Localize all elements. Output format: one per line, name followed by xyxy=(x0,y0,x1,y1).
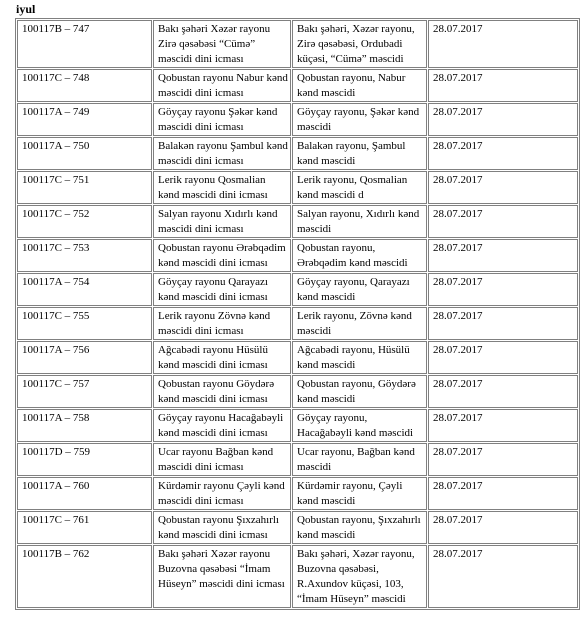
registration-code-cell: 100117C – 757 xyxy=(17,375,152,408)
community-name-cell: Göyçay rayonu Qarayazı kənd məscidi dini icması xyxy=(153,273,291,306)
registration-code-cell: 100117A – 749 xyxy=(17,103,152,136)
address-cell: Qobustan rayonu, Göydərə kənd məscidi xyxy=(292,375,427,408)
community-name-cell: Bakı şəhəri Xəzər rayonu Zirə qəsəbəsi “Cümə” məscidi dini icması xyxy=(153,20,291,68)
community-name-cell: Balakən rayonu Şambul kənd məscidi dini icması xyxy=(153,137,291,170)
registration-date-cell: 28.07.2017 xyxy=(428,307,578,340)
registration-code-cell: 100117A – 756 xyxy=(17,341,152,374)
registration-date-cell: 28.07.2017 xyxy=(428,443,578,476)
registration-date-cell: 28.07.2017 xyxy=(428,341,578,374)
month-heading: iyul xyxy=(16,2,36,16)
address-cell: Lerik rayonu, Qosmalian kənd məscidi d xyxy=(292,171,427,204)
address-cell: Göyçay rayonu, Hacağabəyli kənd məscidi xyxy=(292,409,427,442)
registration-date-cell: 28.07.2017 xyxy=(428,20,578,68)
registration-code-cell: 100117A – 754 xyxy=(17,273,152,306)
registration-date-cell: 28.07.2017 xyxy=(428,69,578,102)
community-name-cell: Göyçay rayonu Hacağabəyli kənd məscidi dini icması xyxy=(153,409,291,442)
registration-code-cell: 100117A – 760 xyxy=(17,477,152,510)
address-cell: Lerik rayonu, Zövnə kənd məscidi xyxy=(292,307,427,340)
registration-code-cell: 100117C – 752 xyxy=(17,205,152,238)
table-row xyxy=(17,171,578,204)
community-name-cell: Lerik rayonu Zövnə kənd məscidi dini icması xyxy=(153,307,291,340)
registration-code-cell: 100117C – 748 xyxy=(17,69,152,102)
registration-date-cell: 28.07.2017 xyxy=(428,103,578,136)
address-cell: Kürdəmir rayonu, Çəyli kənd məscidi xyxy=(292,477,427,510)
table-row xyxy=(17,273,578,306)
community-name-cell: Qobustan rayonu Göydərə kənd məscidi dini icması xyxy=(153,375,291,408)
registration-code-cell: 100117D – 759 xyxy=(17,443,152,476)
address-cell: Qobustan rayonu, Ərəbqədim kənd məscidi xyxy=(292,239,427,272)
community-name-cell: Ucar rayonu Bağban kənd məscidi dini icması xyxy=(153,443,291,476)
community-name-cell: Qobustan rayonu Şıxzahırlı kənd məscidi dini icması xyxy=(153,511,291,544)
registration-code-cell: 100117C – 753 xyxy=(17,239,152,272)
address-cell: Göyçay rayonu, Şəkər kənd məscidi xyxy=(292,103,427,136)
community-name-cell: Ağcabədi rayonu Hüsülü kənd məscidi dini icması xyxy=(153,341,291,374)
registration-date-cell: 28.07.2017 xyxy=(428,409,578,442)
table-row xyxy=(17,375,578,408)
community-name-cell: Qobustan rayonu Nabur kənd məscidi dini icması xyxy=(153,69,291,102)
table-row xyxy=(17,409,578,442)
table-row xyxy=(17,69,578,102)
address-cell: Ucar rayonu, Bağban kənd məscidi xyxy=(292,443,427,476)
table-row xyxy=(17,511,578,544)
address-cell: Salyan rayonu, Xıdırlı kənd məscidi xyxy=(292,205,427,238)
registration-code-cell: 100117A – 758 xyxy=(17,409,152,442)
community-name-cell: Göyçay rayonu Şəkər kənd məscidi dini icması xyxy=(153,103,291,136)
address-cell: Qobustan rayonu, Şıxzahırlı kənd məscidi xyxy=(292,511,427,544)
community-name-cell: Bakı şəhəri Xəzər rayonu Buzovna qəsəbəsi “İmam Hüseyn” məscidi dini icması xyxy=(153,545,291,608)
registration-date-cell: 28.07.2017 xyxy=(428,273,578,306)
table-row xyxy=(17,103,578,136)
address-cell: Göyçay rayonu, Qarayazı kənd məscidi xyxy=(292,273,427,306)
table-row xyxy=(17,443,578,476)
table-row xyxy=(17,20,578,68)
table-row xyxy=(17,137,578,170)
community-name-cell: Lerik rayonu Qosmalian kənd məscidi dini icması xyxy=(153,171,291,204)
registration-date-cell: 28.07.2017 xyxy=(428,137,578,170)
registration-date-cell: 28.07.2017 xyxy=(428,511,578,544)
address-cell: Qobustan rayonu, Nabur kənd məscidi xyxy=(292,69,427,102)
registration-date-cell: 28.07.2017 xyxy=(428,239,578,272)
registration-code-cell: 100117C – 751 xyxy=(17,171,152,204)
table-row xyxy=(17,205,578,238)
table-row xyxy=(17,545,578,608)
address-cell: Balakən rayonu, Şambul kənd məscidi xyxy=(292,137,427,170)
table-row xyxy=(17,307,578,340)
registration-date-cell: 28.07.2017 xyxy=(428,545,578,608)
table-row xyxy=(17,341,578,374)
registration-table xyxy=(15,18,580,610)
registration-date-cell: 28.07.2017 xyxy=(428,171,578,204)
community-name-cell: Salyan rayonu Xıdırlı kənd məscidi dini icması xyxy=(153,205,291,238)
registration-code-cell: 100117C – 755 xyxy=(17,307,152,340)
registration-date-cell: 28.07.2017 xyxy=(428,477,578,510)
address-cell: Ağcabədi rayonu, Hüsülü kənd məscidi xyxy=(292,341,427,374)
registration-code-cell: 100117A – 750 xyxy=(17,137,152,170)
community-name-cell: Kürdəmir rayonu Çəyli kənd məscidi dini icması xyxy=(153,477,291,510)
table-row xyxy=(17,239,578,272)
registration-table-body xyxy=(17,20,578,608)
address-cell: Bakı şəhəri, Xəzər rayonu, Zirə qəsəbəsi, Ordubadi küçəsi, “Cümə” məscidi xyxy=(292,20,427,68)
community-name-cell: Qobustan rayonu Ərəbqədim kənd məscidi dini icması xyxy=(153,239,291,272)
address-cell: Bakı şəhəri, Xəzər rayonu, Buzovna qəsəbəsi, R.Axundov küçəsi, 103, “İmam Hüseyn” məscidi xyxy=(292,545,427,608)
registration-date-cell: 28.07.2017 xyxy=(428,205,578,238)
registration-code-cell: 100117C – 761 xyxy=(17,511,152,544)
registration-code-cell: 100117B – 747 xyxy=(17,20,152,68)
registration-date-cell: 28.07.2017 xyxy=(428,375,578,408)
registration-code-cell: 100117B – 762 xyxy=(17,545,152,608)
table-row xyxy=(17,477,578,510)
